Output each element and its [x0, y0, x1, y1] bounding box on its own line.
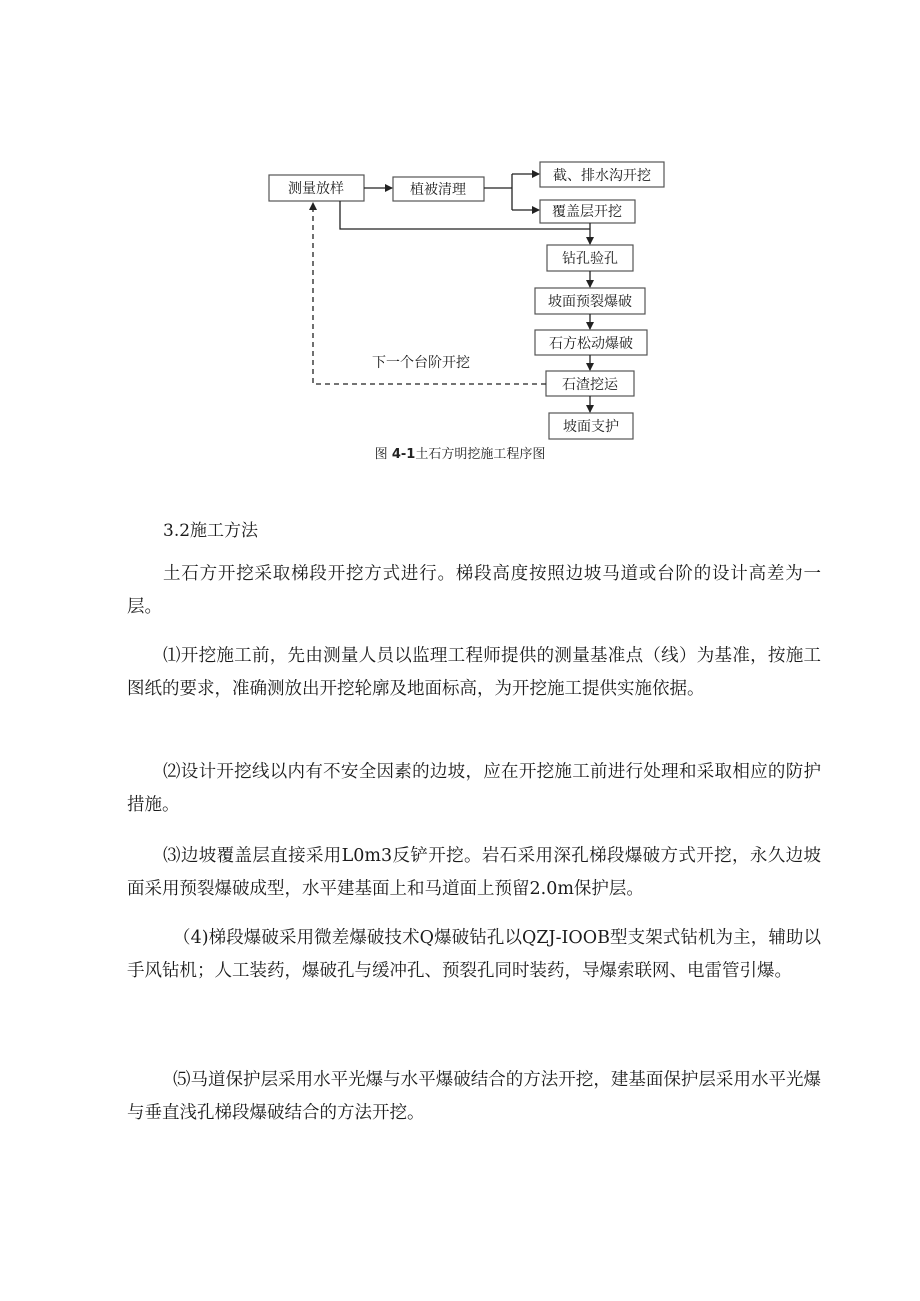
paragraph-3: ⑶边坡覆盖层直接采用L0m3反铲开挖。岩石采用深孔梯段爆破方式开挖，永久边坡面采用预裂爆破成型，水平建基面上和马道面上预留2.0m保护层。	[127, 846, 821, 899]
paragraph-1: ⑴开挖施工前，先由测量人员以监理工程师提供的测量基准点（线）为基准，按施工图纸的要求，准确测放出开挖轮廓及地面标高，为开挖施工提供实施依据。	[127, 646, 821, 699]
caption-prefix: 图	[374, 447, 388, 462]
paragraph-4: （4)梯段爆破采用微差爆破技术Q爆破钻孔以QZJ-IOOB型支架式钻机为主，辅助以手风钻机；人工装药，爆破孔与缓冲孔、预裂孔同时装药，导爆索联网、电雷管引爆。	[127, 928, 821, 981]
caption-text: 土石方明挖施工程序图	[415, 447, 546, 462]
figure-caption	[0, 443, 920, 462]
label-drill-check: 钻孔验孔	[562, 251, 618, 267]
paragraph-intro: 土石方开挖采取梯段开挖方式进行。梯段高度按照边坡马道或台阶的设计高差为一层。	[127, 564, 821, 617]
label-drainage: 截、排水沟开挖	[553, 168, 651, 184]
label-overburden: 覆盖层开挖	[552, 204, 622, 220]
paragraph-2: ⑵设计开挖线以内有不安全因素的边坡，应在开挖施工前进行处理和采取相应的防护措施。	[127, 762, 821, 815]
label-muck: 石渣挖运	[562, 377, 618, 393]
construction-flowchart	[0, 0, 920, 470]
label-survey: 测量放样	[288, 181, 344, 197]
paragraph-5: ⑸马道保护层采用水平光爆与水平爆破结合的方法开挖，建基面保护层采用水平光爆与垂直浅孔梯段爆破结合的方法开挖。	[127, 1070, 821, 1123]
label-presplit: 坡面预裂爆破	[548, 294, 632, 310]
section-heading: 3.2施工方法	[163, 521, 259, 541]
label-clearing: 植被清理	[410, 182, 466, 198]
label-support: 坡面支护	[563, 419, 619, 435]
label-loosening: 石方松动爆破	[549, 336, 633, 352]
loop-label: 下一个台阶开挖	[372, 355, 470, 371]
caption-number: 4-1	[391, 447, 416, 462]
